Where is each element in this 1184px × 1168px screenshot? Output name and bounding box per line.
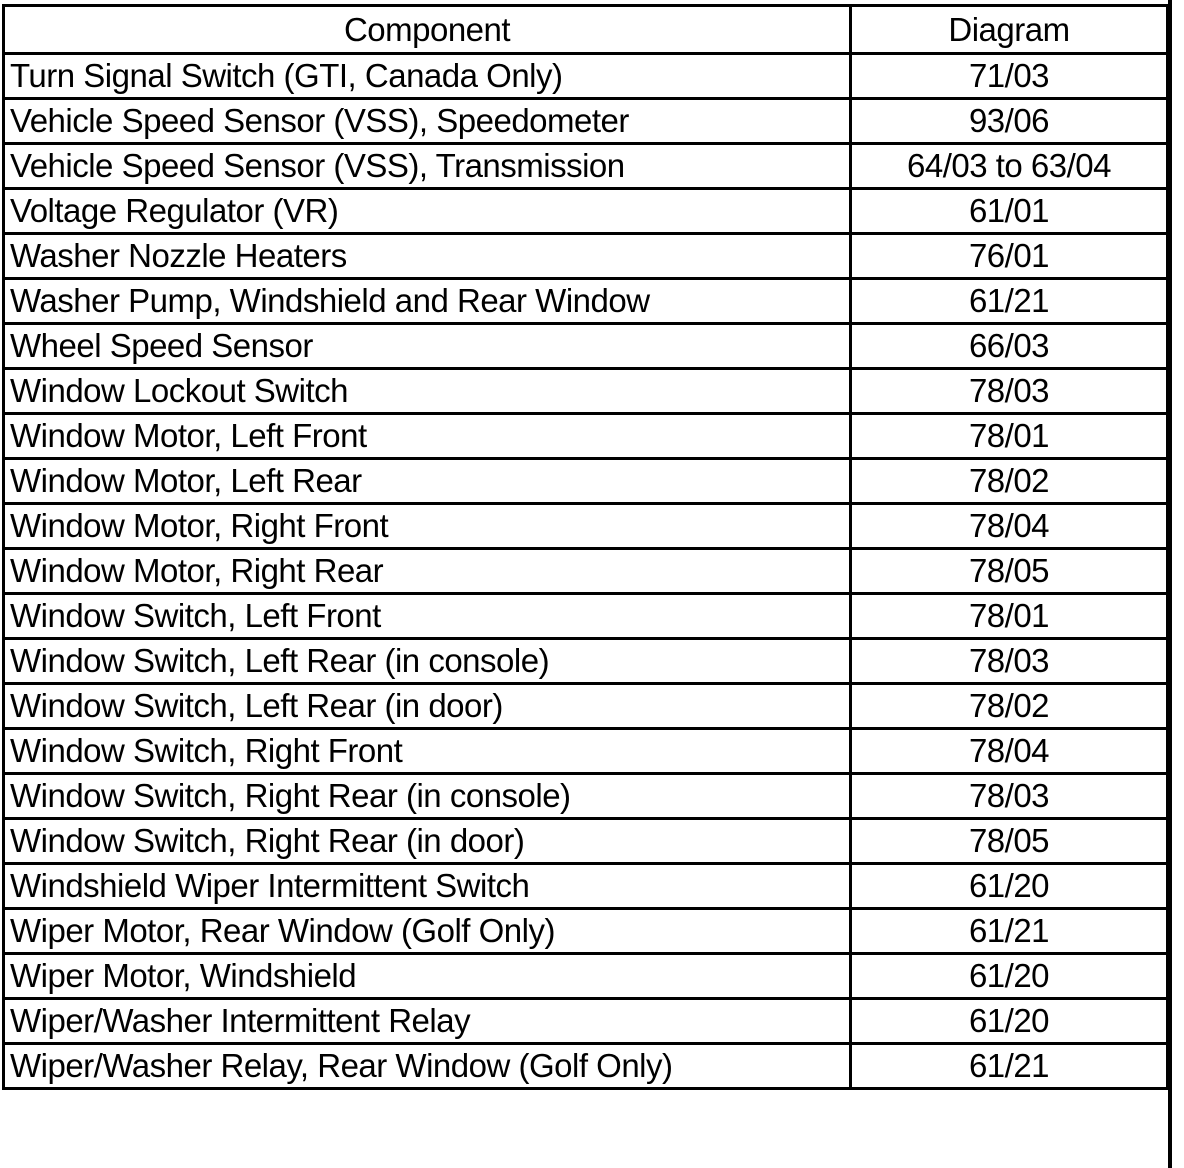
diagram-cell: 61/20	[851, 864, 1168, 909]
table-row	[4, 144, 1168, 189]
component-cell: Window Switch, Right Front	[4, 729, 851, 774]
table-row	[4, 1044, 1168, 1089]
diagram-cell: 61/20	[851, 954, 1168, 999]
table-row	[4, 684, 1168, 729]
table-row	[4, 54, 1168, 99]
component-cell: Washer Nozzle Heaters	[4, 234, 851, 279]
component-cell: Vehicle Speed Sensor (VSS), Speedometer	[4, 99, 851, 144]
diagram-cell: 78/05	[851, 819, 1168, 864]
diagram-cell: 78/04	[851, 729, 1168, 774]
header-row	[4, 6, 1168, 54]
component-cell: Voltage Regulator (VR)	[4, 189, 851, 234]
component-diagram-table	[2, 4, 1169, 1090]
table-row	[4, 99, 1168, 144]
component-cell: Wheel Speed Sensor	[4, 324, 851, 369]
diagram-cell: 66/03	[851, 324, 1168, 369]
table-row	[4, 459, 1168, 504]
component-cell: Wiper Motor, Windshield	[4, 954, 851, 999]
table-row	[4, 234, 1168, 279]
table-row	[4, 954, 1168, 999]
diagram-cell: 78/03	[851, 639, 1168, 684]
diagram-cell: 61/21	[851, 1044, 1168, 1089]
table-row	[4, 369, 1168, 414]
table-row	[4, 324, 1168, 369]
component-cell: Window Switch, Right Rear (in door)	[4, 819, 851, 864]
component-cell: Window Switch, Right Rear (in console)	[4, 774, 851, 819]
column-header-diagram: Diagram	[851, 6, 1168, 54]
component-cell: Turn Signal Switch (GTI, Canada Only)	[4, 54, 851, 99]
table-row	[4, 909, 1168, 954]
diagram-cell: 61/20	[851, 999, 1168, 1044]
table-row	[4, 999, 1168, 1044]
diagram-cell: 61/21	[851, 279, 1168, 324]
component-cell: Window Motor, Left Front	[4, 414, 851, 459]
diagram-cell: 78/01	[851, 594, 1168, 639]
diagram-cell: 78/02	[851, 684, 1168, 729]
diagram-cell: 78/02	[851, 459, 1168, 504]
diagram-cell: 76/01	[851, 234, 1168, 279]
diagram-cell: 64/03 to 63/04	[851, 144, 1168, 189]
table-row	[4, 549, 1168, 594]
component-cell: Window Motor, Right Front	[4, 504, 851, 549]
diagram-cell: 78/01	[851, 414, 1168, 459]
diagram-cell: 61/21	[851, 909, 1168, 954]
component-cell: Windshield Wiper Intermittent Switch	[4, 864, 851, 909]
diagram-cell: 93/06	[851, 99, 1168, 144]
table-row	[4, 639, 1168, 684]
right-border-line	[1168, 0, 1172, 1168]
table-row	[4, 594, 1168, 639]
table-row	[4, 819, 1168, 864]
table-row	[4, 279, 1168, 324]
component-cell: Vehicle Speed Sensor (VSS), Transmission	[4, 144, 851, 189]
component-cell: Window Lockout Switch	[4, 369, 851, 414]
table-row	[4, 189, 1168, 234]
table-row	[4, 774, 1168, 819]
diagram-cell: 61/01	[851, 189, 1168, 234]
component-cell: Window Switch, Left Front	[4, 594, 851, 639]
table-row	[4, 504, 1168, 549]
diagram-cell: 71/03	[851, 54, 1168, 99]
component-cell: Window Switch, Left Rear (in door)	[4, 684, 851, 729]
table-body	[4, 54, 1168, 1089]
table-row	[4, 864, 1168, 909]
table-row	[4, 414, 1168, 459]
component-table-container	[2, 4, 1169, 1090]
diagram-cell: 78/05	[851, 549, 1168, 594]
diagram-cell: 78/04	[851, 504, 1168, 549]
diagram-cell: 78/03	[851, 369, 1168, 414]
component-cell: Wiper/Washer Intermittent Relay	[4, 999, 851, 1044]
component-cell: Washer Pump, Windshield and Rear Window	[4, 279, 851, 324]
component-cell: Wiper Motor, Rear Window (Golf Only)	[4, 909, 851, 954]
component-cell: Window Motor, Left Rear	[4, 459, 851, 504]
diagram-cell: 78/03	[851, 774, 1168, 819]
component-cell: Window Motor, Right Rear	[4, 549, 851, 594]
table-row	[4, 729, 1168, 774]
component-cell: Wiper/Washer Relay, Rear Window (Golf Only)	[4, 1044, 851, 1089]
column-header-component: Component	[4, 6, 851, 54]
component-cell: Window Switch, Left Rear (in console)	[4, 639, 851, 684]
